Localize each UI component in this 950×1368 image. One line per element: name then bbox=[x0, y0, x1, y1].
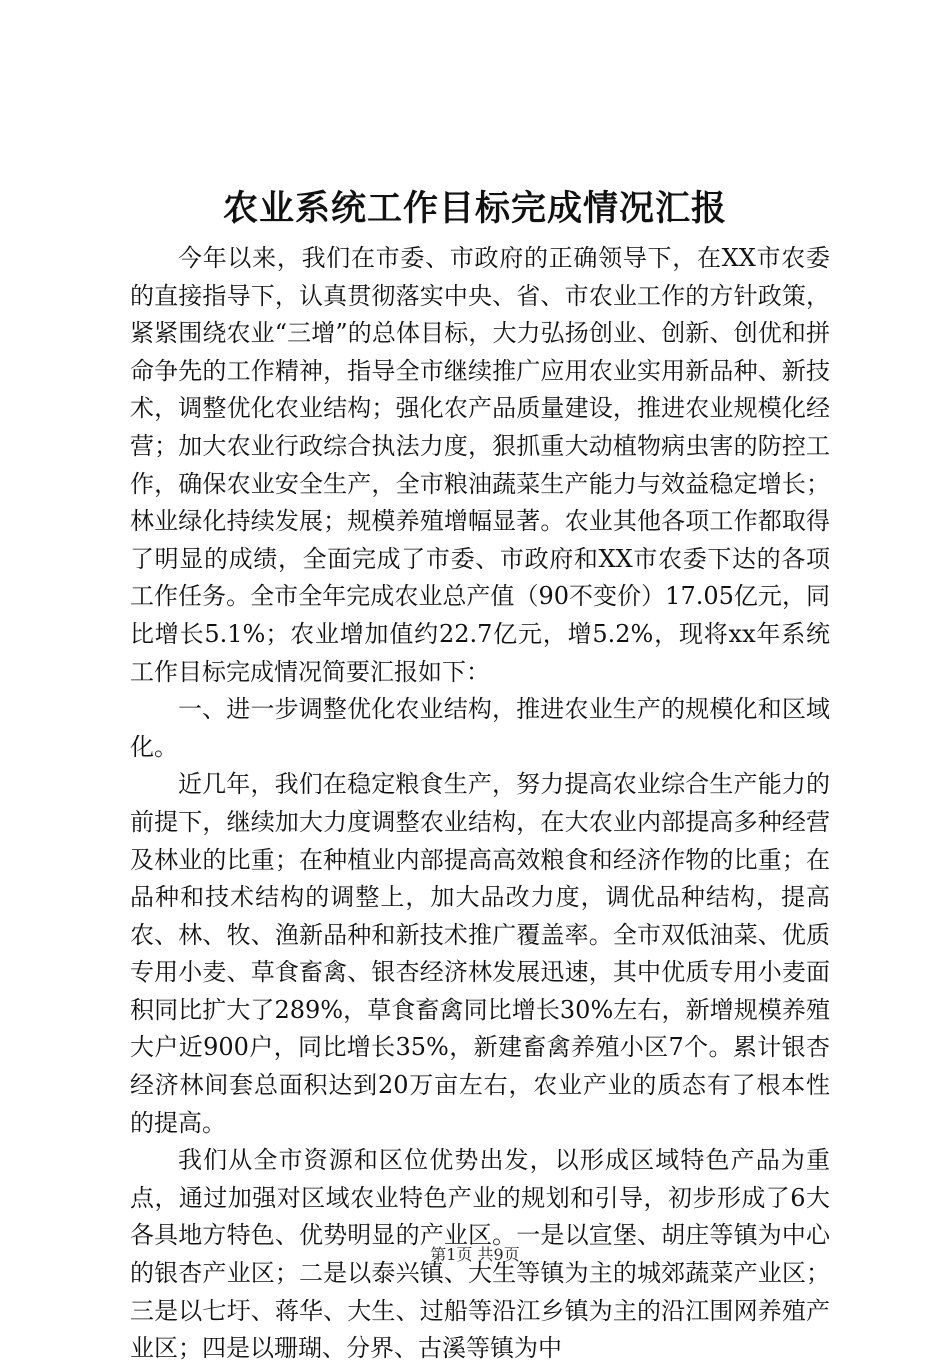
paragraph-section-heading: 一、进一步调整优化农业结构，推进农业生产的规模化和区域化。 bbox=[130, 695, 830, 761]
document-body bbox=[130, 240, 830, 1368]
paragraph-structure-adjustment: 近几年，我们在稳定粮食生产，努力提高农业综合生产能力的前提下，继续加大力度调整农业结构，在大农业内部提高多种经营及林业的比重；在种植业内部提高高效粮食和经济作物的比重；在品种和技术结构的调整上，加大品改力度，调优品种结构，提高农、林、牧、渔新品种和新技术推广覆盖率。全市双低油菜、优质专用小麦、草食畜禽、银杏经济林发展迅速，其中优质专用小麦面积同比扩大了289%，草食畜禽同比增长30%左右，新增规模养殖大户近900户，同比增长35%，新建畜禽养殖小区7个。累计银杏经济林间套总面积达到20万亩左右，农业产业的质态有了根本性的提高。 bbox=[130, 770, 830, 1137]
page-number: 第1页 共9页 bbox=[430, 1245, 520, 1264]
paragraph-intro: 今年以来，我们在市委、市政府的正确领导下，在XX市农委的直接指导下，认真贯彻落实中央、省、市农业工作的方针政策，紧紧围绕农业“三增”的总体目标，大力弘扬创业、创新、创优和拼命争先的工作精神，指导全市继续推广应用农业实用新品种、新技术，调整优化农业结构；强化农产品质量建设，推进农业规模化经营；加大农业行政综合执法力度，狠抓重大动植物病虫害的防控工作，确保农业安全生产，全市粮油蔬菜生产能力与效益稳定增长；林业绿化持续发展；规模养殖增幅显著。农业其他各项工作都取得了明显的成绩，全面完成了市委、市政府和XX市农委下达的各项工作任务。全市全年完成农业总产值（90不变价）17.05亿元，同比增长5.1%；农业增加值约22.7亿元，增5.2%，现将xx年系统工作目标完成情况简要汇报如下： bbox=[130, 244, 830, 686]
paragraph-regional-industry: 我们从全市资源和区位优势出发，以形成区域特色产品为重点，通过加强对区域农业特色产业的规划和引导，初步形成了6大各具地方特色、优势明显的产业区。一是以宣堡、胡庄等镇为中心的银杏产业区；二是以泰兴镇、大生等镇为主的城郊蔬菜产业区；三是以七圩、蒋华、大生、过船等沿江乡镇为主的沿江围网养殖产业区；四是以珊瑚、分界、古溪等镇为中 bbox=[130, 1146, 830, 1363]
document-title: 农业系统工作目标完成情况汇报 bbox=[222, 188, 727, 229]
